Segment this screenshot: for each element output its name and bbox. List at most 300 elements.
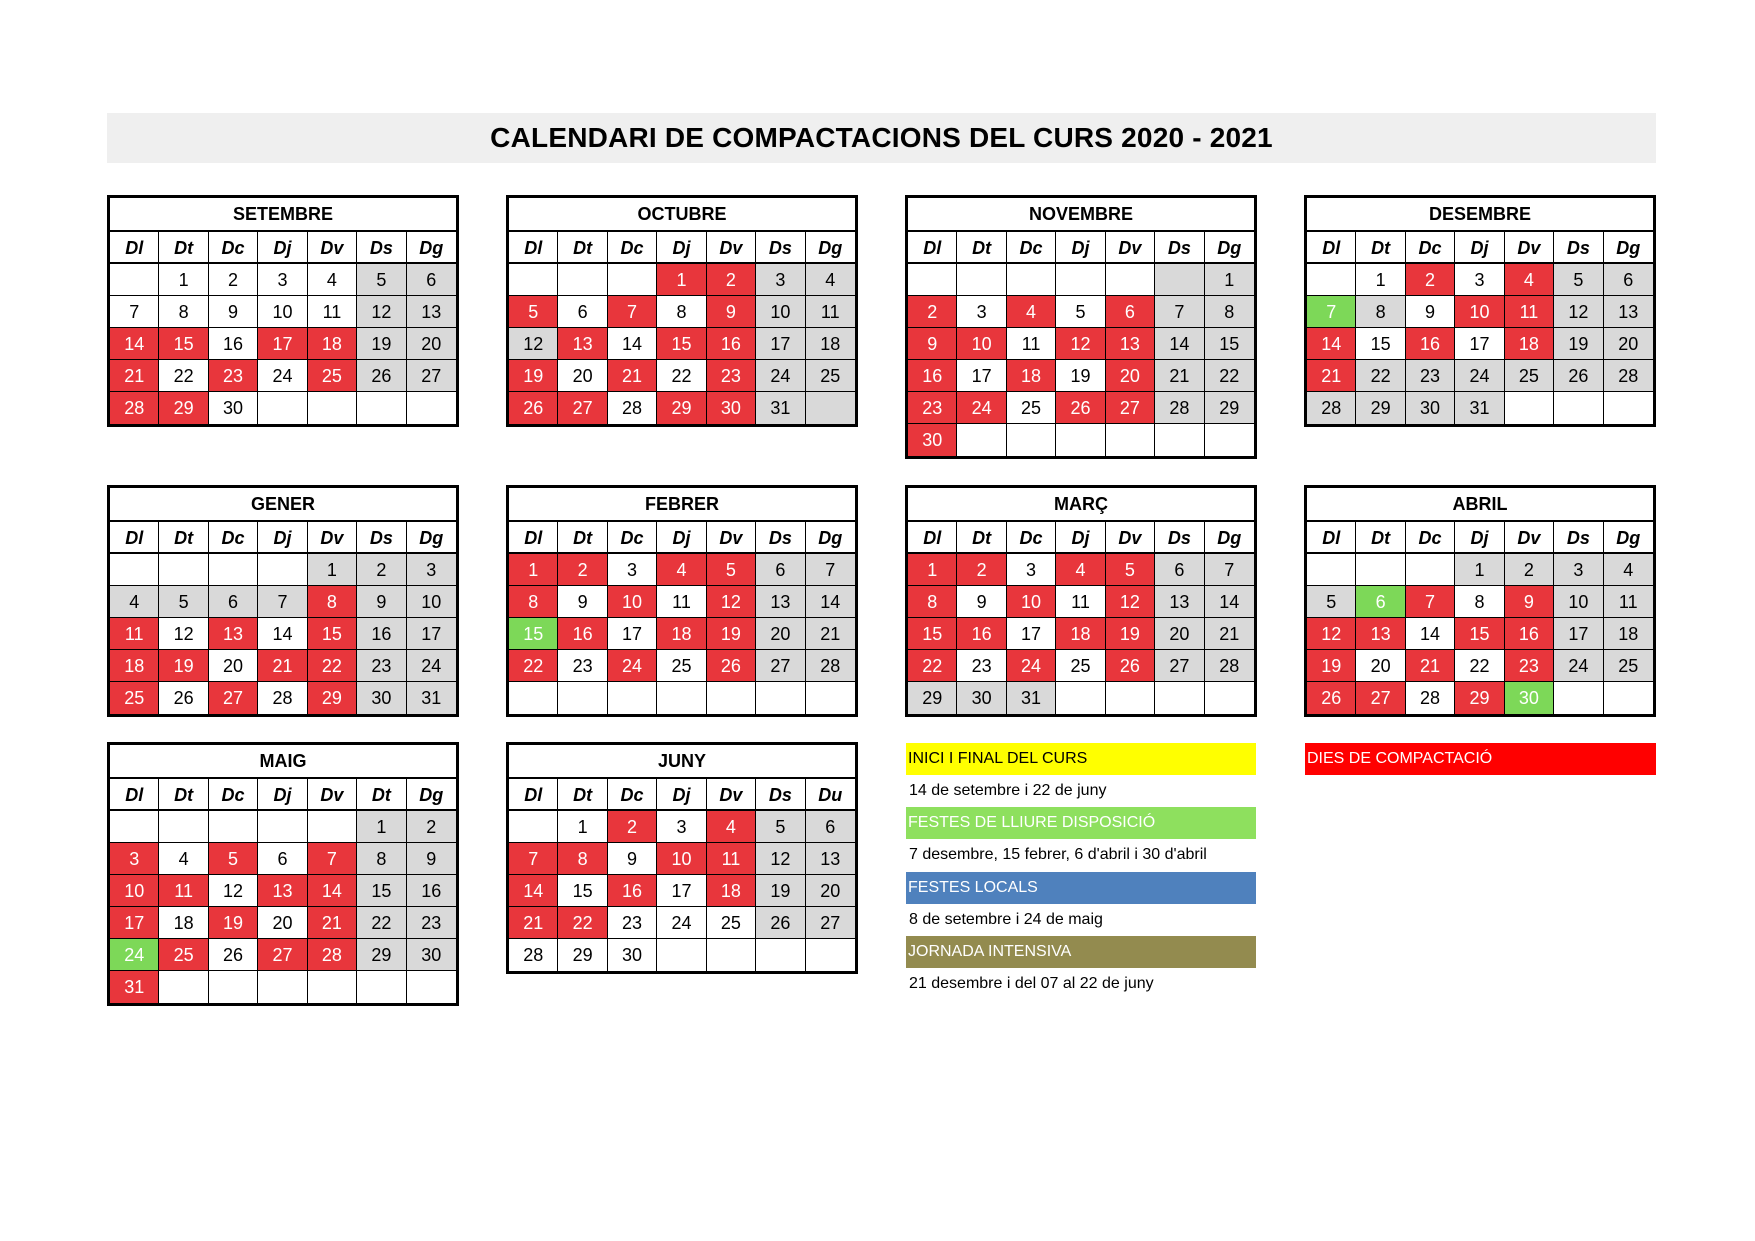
day-cell: 15: [908, 618, 957, 650]
day-cell: [209, 811, 258, 843]
day-cell: 21: [1406, 650, 1455, 682]
day-cell: 19: [1056, 360, 1105, 392]
day-cell: 2: [407, 811, 456, 843]
day-cell: [1205, 682, 1254, 714]
day-cell: 24: [608, 650, 657, 682]
day-cell: 16: [1406, 328, 1455, 360]
month-grid: [110, 232, 456, 424]
day-cell: [1056, 424, 1105, 456]
day-cell: 12: [209, 875, 258, 907]
weekday-header: Dv: [1106, 522, 1155, 554]
day-cell: 15: [1455, 618, 1504, 650]
day-cell: 27: [258, 939, 307, 971]
day-cell: 24: [657, 907, 706, 939]
day-cell: 17: [1554, 618, 1603, 650]
weekday-header: Dc: [1406, 232, 1455, 264]
day-cell: 2: [608, 811, 657, 843]
day-cell: 25: [110, 682, 159, 714]
day-cell: 23: [608, 907, 657, 939]
day-cell: 10: [756, 296, 805, 328]
day-cell: [1155, 682, 1204, 714]
day-cell: 4: [657, 554, 706, 586]
day-cell: 9: [407, 843, 456, 875]
day-cell: [1356, 554, 1405, 586]
day-cell: 9: [1406, 296, 1455, 328]
day-cell: 11: [707, 843, 756, 875]
day-cell: 27: [407, 360, 456, 392]
day-cell: 26: [1056, 392, 1105, 424]
day-cell: 9: [209, 296, 258, 328]
day-cell: 13: [1106, 328, 1155, 360]
month-name: JUNY: [509, 745, 855, 779]
day-cell: 20: [1106, 360, 1155, 392]
day-cell: 6: [209, 586, 258, 618]
day-cell: 8: [558, 843, 607, 875]
day-cell: 18: [1604, 618, 1653, 650]
day-cell: 9: [357, 586, 406, 618]
day-cell: [908, 264, 957, 296]
day-cell: 17: [756, 328, 805, 360]
weekday-header: Dj: [1056, 232, 1105, 264]
month-grid: [110, 522, 456, 714]
day-cell: 6: [407, 264, 456, 296]
day-cell: [657, 682, 706, 714]
weekday-header: Dc: [209, 232, 258, 264]
day-cell: 18: [159, 907, 208, 939]
day-cell: 30: [407, 939, 456, 971]
day-cell: [1056, 682, 1105, 714]
weekday-header: Dv: [1106, 232, 1155, 264]
weekday-header: Dj: [1455, 232, 1504, 264]
day-cell: 30: [908, 424, 957, 456]
day-cell: 1: [159, 264, 208, 296]
day-cell: 28: [258, 682, 307, 714]
day-cell: 10: [258, 296, 307, 328]
weekday-header: Dl: [908, 522, 957, 554]
day-cell: [258, 554, 307, 586]
day-cell: 15: [308, 618, 357, 650]
day-cell: 4: [1505, 264, 1554, 296]
day-cell: 27: [1106, 392, 1155, 424]
day-cell: 21: [509, 907, 558, 939]
day-cell: 15: [558, 875, 607, 907]
day-cell: 25: [657, 650, 706, 682]
day-cell: 19: [209, 907, 258, 939]
day-cell: 21: [308, 907, 357, 939]
weekday-header: Dl: [509, 779, 558, 811]
month-0: [107, 195, 459, 427]
day-cell: [308, 971, 357, 1003]
weekday-header: Ds: [756, 779, 805, 811]
day-cell: 28: [608, 392, 657, 424]
day-cell: 13: [756, 586, 805, 618]
day-cell: [1106, 682, 1155, 714]
day-cell: 18: [308, 328, 357, 360]
day-cell: 2: [558, 554, 607, 586]
day-cell: 4: [1056, 554, 1105, 586]
month-name: OCTUBRE: [509, 198, 855, 232]
weekday-header: Dg: [1604, 232, 1653, 264]
day-cell: 16: [608, 875, 657, 907]
day-cell: 23: [707, 360, 756, 392]
day-cell: [1307, 554, 1356, 586]
day-cell: 28: [1406, 682, 1455, 714]
day-cell: [308, 811, 357, 843]
weekday-header: Dv: [308, 232, 357, 264]
weekday-header: Dt: [1356, 522, 1405, 554]
day-cell: [558, 682, 607, 714]
day-cell: 28: [1155, 392, 1204, 424]
day-cell: 24: [756, 360, 805, 392]
day-cell: 8: [509, 586, 558, 618]
weekday-header: Dv: [1505, 232, 1554, 264]
day-cell: 3: [1455, 264, 1504, 296]
month-2: [905, 195, 1257, 459]
day-cell: 21: [806, 618, 855, 650]
month-1: [506, 195, 858, 427]
day-cell: 5: [159, 586, 208, 618]
day-cell: 31: [1007, 682, 1056, 714]
day-cell: 9: [908, 328, 957, 360]
weekday-header: Ds: [1155, 522, 1204, 554]
day-cell: 2: [957, 554, 1006, 586]
day-cell: 8: [1455, 586, 1504, 618]
weekday-header: Dj: [258, 522, 307, 554]
day-cell: 9: [707, 296, 756, 328]
day-cell: 13: [806, 843, 855, 875]
day-cell: 8: [308, 586, 357, 618]
month-6: [905, 485, 1257, 717]
day-cell: 17: [608, 618, 657, 650]
day-cell: 12: [756, 843, 805, 875]
day-cell: 19: [1106, 618, 1155, 650]
day-cell: 17: [110, 907, 159, 939]
day-cell: 28: [509, 939, 558, 971]
day-cell: 5: [707, 554, 756, 586]
month-7: [1304, 485, 1656, 717]
day-cell: 12: [159, 618, 208, 650]
day-cell: 14: [806, 586, 855, 618]
day-cell: 15: [1205, 328, 1254, 360]
day-cell: 21: [608, 360, 657, 392]
day-cell: 12: [1106, 586, 1155, 618]
day-cell: 28: [1307, 392, 1356, 424]
day-cell: 30: [1406, 392, 1455, 424]
day-cell: 5: [509, 296, 558, 328]
day-cell: 13: [209, 618, 258, 650]
day-cell: 8: [657, 296, 706, 328]
month-4: [107, 485, 459, 717]
month-name: MAIG: [110, 745, 456, 779]
weekday-header: Dt: [1356, 232, 1405, 264]
weekday-header: Dg: [1604, 522, 1653, 554]
day-cell: 14: [308, 875, 357, 907]
weekday-header: Dt: [957, 232, 1006, 264]
day-cell: 12: [1056, 328, 1105, 360]
weekday-header: Dl: [509, 522, 558, 554]
day-cell: 3: [957, 296, 1006, 328]
day-cell: 3: [1554, 554, 1603, 586]
weekday-header: Dg: [1205, 232, 1254, 264]
weekday-header: Dl: [1307, 232, 1356, 264]
day-cell: [707, 682, 756, 714]
day-cell: 3: [110, 843, 159, 875]
day-cell: 5: [209, 843, 258, 875]
weekday-header: Dj: [657, 522, 706, 554]
day-cell: 15: [159, 328, 208, 360]
day-cell: 18: [806, 328, 855, 360]
day-cell: 23: [1406, 360, 1455, 392]
weekday-header: Dt: [558, 779, 607, 811]
day-cell: 24: [1455, 360, 1504, 392]
day-cell: 23: [1505, 650, 1554, 682]
weekday-header: Dg: [407, 232, 456, 264]
weekday-header: Dg: [806, 232, 855, 264]
day-cell: 25: [1056, 650, 1105, 682]
day-cell: 14: [1406, 618, 1455, 650]
day-cell: 2: [209, 264, 258, 296]
day-cell: 22: [1356, 360, 1405, 392]
day-cell: 18: [110, 650, 159, 682]
weekday-header: Dl: [110, 779, 159, 811]
day-cell: 17: [407, 618, 456, 650]
day-cell: 20: [806, 875, 855, 907]
day-cell: [110, 264, 159, 296]
day-cell: 23: [357, 650, 406, 682]
weekday-header: Dg: [407, 779, 456, 811]
day-cell: 10: [1455, 296, 1504, 328]
day-cell: 28: [110, 392, 159, 424]
day-cell: 26: [707, 650, 756, 682]
weekday-header: Ds: [1554, 522, 1603, 554]
month-grid: [1307, 522, 1653, 714]
legend-inici-bar: INICI I FINAL DEL CURS: [906, 743, 1256, 775]
day-cell: 20: [756, 618, 805, 650]
day-cell: 18: [1007, 360, 1056, 392]
weekday-header: Dt: [159, 779, 208, 811]
day-cell: [509, 811, 558, 843]
day-cell: 14: [509, 875, 558, 907]
weekday-header: Ds: [357, 232, 406, 264]
weekday-header: Dg: [806, 522, 855, 554]
day-cell: 23: [558, 650, 607, 682]
month-name: NOVEMBRE: [908, 198, 1254, 232]
weekday-header: Ds: [756, 522, 805, 554]
day-cell: 12: [357, 296, 406, 328]
month-name: DESEMBRE: [1307, 198, 1653, 232]
day-cell: 23: [407, 907, 456, 939]
day-cell: 21: [258, 650, 307, 682]
day-cell: 2: [1505, 554, 1554, 586]
day-cell: 3: [1007, 554, 1056, 586]
day-cell: 6: [558, 296, 607, 328]
day-cell: 17: [1455, 328, 1504, 360]
day-cell: 18: [657, 618, 706, 650]
day-cell: 2: [707, 264, 756, 296]
day-cell: 5: [357, 264, 406, 296]
day-cell: 31: [110, 971, 159, 1003]
day-cell: 6: [258, 843, 307, 875]
weekday-header: Dt: [159, 522, 208, 554]
day-cell: [1554, 392, 1603, 424]
day-cell: 6: [1356, 586, 1405, 618]
day-cell: 10: [608, 586, 657, 618]
day-cell: 27: [1356, 682, 1405, 714]
day-cell: 22: [558, 907, 607, 939]
day-cell: 29: [558, 939, 607, 971]
day-cell: 17: [258, 328, 307, 360]
day-cell: 27: [756, 650, 805, 682]
day-cell: [1106, 264, 1155, 296]
day-cell: 19: [509, 360, 558, 392]
day-cell: 25: [1604, 650, 1653, 682]
day-cell: [806, 392, 855, 424]
day-cell: 20: [407, 328, 456, 360]
day-cell: 15: [509, 618, 558, 650]
day-cell: [1406, 554, 1455, 586]
day-cell: 16: [407, 875, 456, 907]
day-cell: 12: [707, 586, 756, 618]
day-cell: 22: [657, 360, 706, 392]
day-cell: 7: [806, 554, 855, 586]
day-cell: [707, 939, 756, 971]
day-cell: 27: [1155, 650, 1204, 682]
day-cell: [110, 554, 159, 586]
day-cell: [159, 811, 208, 843]
day-cell: 7: [1155, 296, 1204, 328]
day-cell: 9: [1505, 586, 1554, 618]
day-cell: 30: [957, 682, 1006, 714]
day-cell: 3: [258, 264, 307, 296]
legend-inici-text: 14 de setembre i 22 de juny: [909, 782, 1107, 799]
day-cell: 10: [1007, 586, 1056, 618]
day-cell: 26: [1554, 360, 1603, 392]
day-cell: 23: [908, 392, 957, 424]
page-title: CALENDARI DE COMPACTACIONS DEL CURS 2020 - 2021: [107, 113, 1656, 163]
day-cell: 28: [806, 650, 855, 682]
weekday-header: Dc: [209, 522, 258, 554]
day-cell: [608, 682, 657, 714]
month-grid: [110, 779, 456, 1003]
day-cell: 16: [357, 618, 406, 650]
weekday-header: Dc: [608, 522, 657, 554]
day-cell: [806, 939, 855, 971]
day-cell: [308, 392, 357, 424]
day-cell: 21: [1205, 618, 1254, 650]
day-cell: 14: [1155, 328, 1204, 360]
day-cell: [1106, 424, 1155, 456]
day-cell: 29: [1205, 392, 1254, 424]
day-cell: 19: [707, 618, 756, 650]
day-cell: 1: [1205, 264, 1254, 296]
day-cell: 22: [308, 650, 357, 682]
day-cell: 20: [558, 360, 607, 392]
day-cell: 1: [657, 264, 706, 296]
day-cell: 26: [1106, 650, 1155, 682]
month-9: [506, 742, 858, 974]
day-cell: 30: [608, 939, 657, 971]
day-cell: 16: [209, 328, 258, 360]
day-cell: 23: [957, 650, 1006, 682]
day-cell: 7: [1406, 586, 1455, 618]
day-cell: 25: [1505, 360, 1554, 392]
day-cell: 1: [1356, 264, 1405, 296]
day-cell: [1155, 424, 1204, 456]
day-cell: 16: [558, 618, 607, 650]
weekday-header: Dv: [308, 779, 357, 811]
month-grid: [908, 522, 1254, 714]
day-cell: 9: [957, 586, 1006, 618]
day-cell: 26: [1307, 682, 1356, 714]
day-cell: 25: [1007, 392, 1056, 424]
day-cell: 12: [1554, 296, 1603, 328]
day-cell: [407, 971, 456, 1003]
day-cell: 20: [209, 650, 258, 682]
day-cell: 16: [957, 618, 1006, 650]
day-cell: [509, 264, 558, 296]
weekday-header: Dc: [1406, 522, 1455, 554]
day-cell: [1007, 264, 1056, 296]
weekday-header: Dv: [1505, 522, 1554, 554]
day-cell: 2: [357, 554, 406, 586]
day-cell: 24: [110, 939, 159, 971]
day-cell: 6: [1604, 264, 1653, 296]
day-cell: [957, 264, 1006, 296]
day-cell: [756, 939, 805, 971]
weekday-header: Dv: [707, 779, 756, 811]
day-cell: 5: [756, 811, 805, 843]
day-cell: 19: [357, 328, 406, 360]
day-cell: [1155, 264, 1204, 296]
day-cell: 13: [1604, 296, 1653, 328]
legend-festes-lliure-bar: FESTES DE LLIURE DISPOSICIÓ: [906, 807, 1256, 839]
day-cell: 28: [1604, 360, 1653, 392]
weekday-header: Dc: [608, 779, 657, 811]
day-cell: [509, 682, 558, 714]
day-cell: 31: [756, 392, 805, 424]
day-cell: 14: [258, 618, 307, 650]
day-cell: 24: [957, 392, 1006, 424]
weekday-header: Ds: [357, 522, 406, 554]
day-cell: 8: [1205, 296, 1254, 328]
weekday-header: Dt: [357, 779, 406, 811]
day-cell: 1: [908, 554, 957, 586]
day-cell: 24: [258, 360, 307, 392]
day-cell: 3: [756, 264, 805, 296]
day-cell: 20: [1356, 650, 1405, 682]
day-cell: 1: [558, 811, 607, 843]
day-cell: 16: [908, 360, 957, 392]
day-cell: [608, 264, 657, 296]
weekday-header: Dl: [110, 232, 159, 264]
month-grid: [509, 522, 855, 714]
day-cell: 29: [1455, 682, 1504, 714]
weekday-header: Dv: [707, 232, 756, 264]
day-cell: 23: [209, 360, 258, 392]
day-cell: [209, 971, 258, 1003]
day-cell: 25: [806, 360, 855, 392]
day-cell: 25: [159, 939, 208, 971]
legend-festes-locals-bar: FESTES LOCALS: [906, 872, 1256, 904]
day-cell: 24: [1554, 650, 1603, 682]
day-cell: [357, 971, 406, 1003]
day-cell: 11: [1007, 328, 1056, 360]
day-cell: 26: [357, 360, 406, 392]
day-cell: [258, 811, 307, 843]
day-cell: 29: [657, 392, 706, 424]
day-cell: 17: [957, 360, 1006, 392]
day-cell: 29: [308, 682, 357, 714]
